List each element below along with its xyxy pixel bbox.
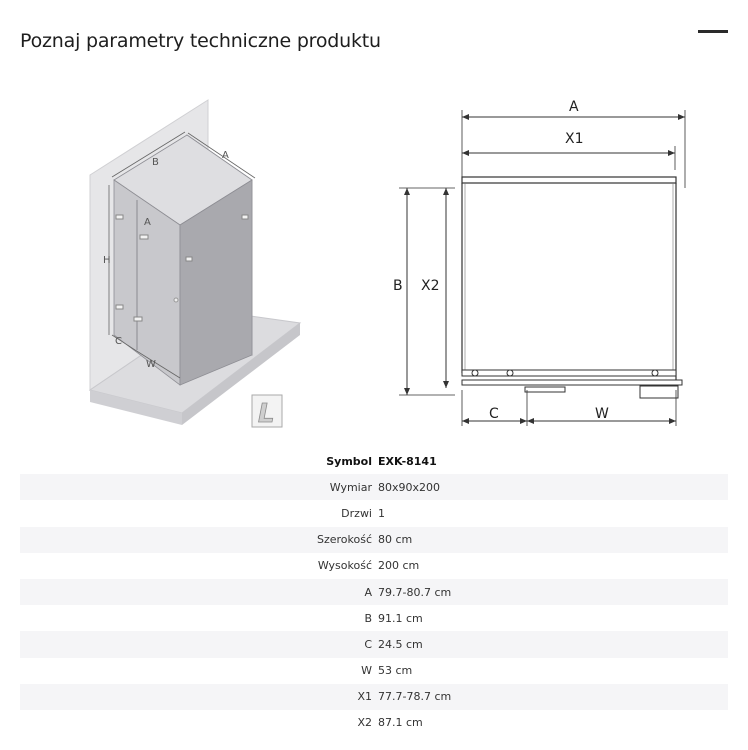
label-x1-plan: X1	[565, 131, 584, 147]
spec-value: 53 cm	[378, 664, 413, 678]
spec-row	[20, 527, 728, 553]
spec-value: 1	[378, 506, 385, 520]
spec-value: 24.5 cm	[378, 631, 728, 657]
spec-key: Drzwi	[341, 506, 372, 520]
label-a-door-3d: A	[144, 217, 151, 228]
collapse-button[interactable]	[698, 30, 728, 33]
spec-row	[20, 579, 728, 605]
spec-key: Wymiar	[20, 474, 378, 500]
spec-value: 79.7-80.7 cm	[378, 579, 728, 605]
spec-row-symbol	[20, 448, 728, 474]
label-w-plan: W	[595, 406, 609, 422]
spec-value: 80 cm	[378, 527, 728, 553]
label-h-3d: H	[103, 255, 111, 266]
spec-key: Wysokość	[317, 559, 372, 573]
label-b-plan: B	[393, 278, 403, 294]
spec-table	[20, 448, 728, 736]
spec-value: 87.1 cm	[378, 716, 423, 730]
spec-row	[20, 605, 728, 631]
spec-key: C	[20, 631, 378, 657]
spec-key: Symbol	[326, 454, 372, 468]
orientation-badge: L	[258, 399, 275, 429]
label-c-3d: C	[115, 336, 122, 347]
spec-key: X2	[357, 716, 372, 730]
label-c-plan: C	[489, 406, 499, 422]
spec-key: W	[361, 664, 372, 678]
spec-value: 200 cm	[378, 559, 420, 573]
spec-value: 91.1 cm	[378, 611, 423, 625]
spec-row	[20, 500, 728, 526]
spec-row	[20, 553, 728, 579]
label-x2-plan: X2	[421, 278, 440, 294]
spec-row	[20, 684, 728, 710]
spec-row	[20, 710, 728, 736]
spec-key: Szerokość	[20, 527, 378, 553]
spec-key: X1	[20, 684, 378, 710]
spec-row	[20, 474, 728, 500]
shower-3d-drawing	[82, 95, 302, 430]
page-title: Poznaj parametry techniczne produktu	[20, 30, 381, 52]
spec-value: 77.7-78.7 cm	[378, 684, 728, 710]
spec-value: EXK-8141	[378, 454, 437, 468]
label-b-3d: B	[152, 157, 159, 168]
spec-value: 80x90x200	[378, 474, 728, 500]
label-a-plan: A	[569, 99, 579, 115]
label-a-3d: A	[222, 150, 229, 161]
spec-row	[20, 631, 728, 657]
label-w-3d: W	[146, 359, 156, 370]
spec-key: A	[20, 579, 378, 605]
shower-plan-drawing	[385, 90, 695, 435]
spec-key: B	[364, 611, 372, 625]
spec-row	[20, 658, 728, 684]
